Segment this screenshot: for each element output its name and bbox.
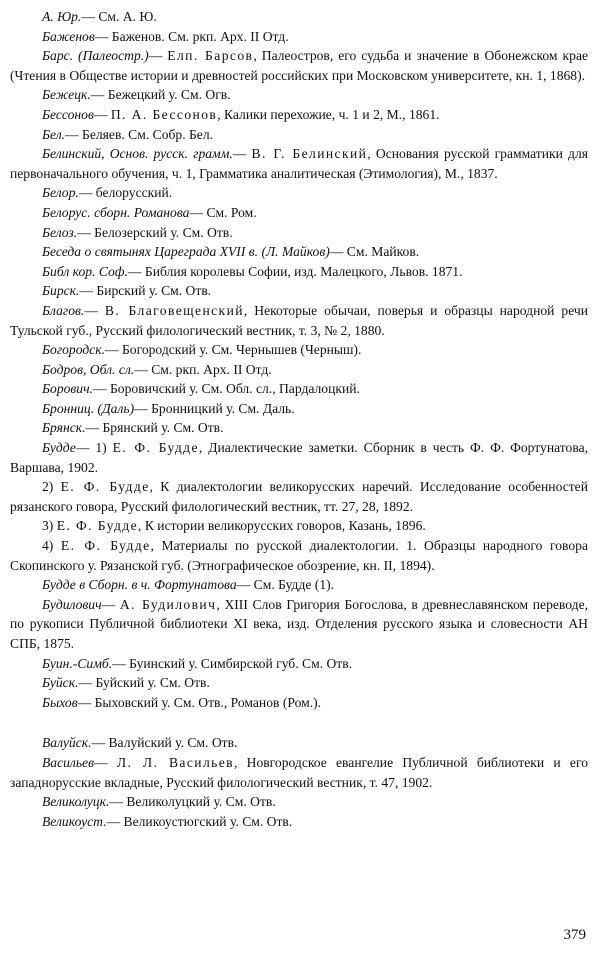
abbreviation-term: Бессонов <box>42 106 94 122</box>
abbreviation-definition: — Буинский у. Симбирской губ. См. Отв. <box>112 655 353 671</box>
abbreviation-entry <box>10 125 588 145</box>
abbreviation-term: Бирск. <box>42 283 80 299</box>
page-number: 379 <box>563 927 586 943</box>
author-name: Е. Ф. Будде <box>60 479 150 495</box>
abbreviation-entry <box>10 203 588 223</box>
abbreviation-definition: — См. Ром. <box>189 204 257 220</box>
abbreviation-entry <box>10 536 588 575</box>
author-name: Л. Л. Васильев <box>116 754 234 770</box>
abbreviation-term: Белинский, Основ. русск. грамм. <box>42 146 233 162</box>
abbreviation-entry <box>10 144 588 183</box>
abbreviation-term: Благов. <box>42 302 85 318</box>
abbreviation-list-v <box>10 733 588 831</box>
abbreviation-term: Богородск. <box>42 342 105 358</box>
abbreviation-definition: — Бронницкий у. См. Даль. <box>134 400 295 416</box>
author-name: Е. Ф. Будде <box>112 440 199 456</box>
abbreviation-entry <box>10 85 588 105</box>
abbreviation-term: Библ кор. Соф. <box>42 263 128 279</box>
abbreviation-definition: — Л. Л. Васильев, Новгородское евангелие Публичной библиотеки и его западнорусские вкладные, Русский филологический вестник, т. 47, 1902. <box>10 754 588 790</box>
abbreviation-term: Будде в Сборн. в ч. Фортунатова <box>42 577 237 593</box>
abbreviation-entry <box>10 516 588 536</box>
abbreviation-entry <box>10 46 588 85</box>
abbreviation-definition: 3) Е. Ф. Будде, К истории великорусских говоров, Казань, 1896. <box>42 518 426 534</box>
abbreviation-definition: — белорусский. <box>78 185 173 201</box>
abbreviation-term: Буйск. <box>42 675 79 691</box>
abbreviation-term: Будилович <box>42 596 102 612</box>
abbreviation-term: Белоз. <box>42 224 78 240</box>
abbreviation-entry <box>10 301 588 340</box>
abbreviation-term: Брянск. <box>42 420 86 436</box>
abbreviation-definition: — Великоустюгский у. См. Отв. <box>106 813 293 829</box>
abbreviation-definition: — В. Благовещенский, Некоторые обычаи, поверья и образцы народной речи Тульской губ., Русский филологический вестник, т. 3, № 2, 1880. <box>10 302 588 338</box>
abbreviation-definition: — См. Будде (1). <box>236 577 335 593</box>
abbreviation-definition: — Бирский у. См. Отв. <box>79 283 212 299</box>
abbreviation-term: Великолуцк. <box>42 794 110 810</box>
abbreviation-list-b <box>10 7 588 712</box>
abbreviation-entry <box>10 673 588 693</box>
abbreviation-term: А. Юр. <box>42 9 82 24</box>
abbreviation-definition: — 1) Е. Ф. Будде, Диалектические заметки. Сборник в честь Ф. Ф. Фортунатова, Варшава, 1902. <box>10 440 589 475</box>
abbreviation-entry <box>10 438 588 477</box>
abbreviation-entry <box>10 595 588 654</box>
section-gap <box>10 712 588 733</box>
abbreviation-definition: — П. А. Бессонов, Калики перехожие, ч. 1 и 2, М., 1861. <box>93 106 440 122</box>
abbreviation-definition: — См. ркп. Арх. II Отд. <box>134 361 272 377</box>
author-name: Елп. Барсов <box>167 48 254 64</box>
abbreviation-entry <box>10 223 588 243</box>
abbreviation-definition: — См. Майков. <box>329 244 420 260</box>
abbreviation-definition: — Баженов. См. ркп. Арх. II Отд. <box>94 28 289 44</box>
abbreviation-entry <box>10 477 588 516</box>
author-name: П. А. Бессонов <box>110 106 218 122</box>
abbreviation-term: Бронниц. (Даль) <box>42 400 135 416</box>
abbreviation-entry <box>10 360 588 380</box>
abbreviation-entry <box>10 654 588 674</box>
abbreviation-entry <box>10 105 588 125</box>
abbreviation-definition: — В. Г. Белинский, Основания русской грамматики для первоначального обучения, ч. 1, Грамматика аналитическая (Этимология), М., 1837. <box>10 146 588 181</box>
abbreviation-definition: — Брянский у. См. Отв. <box>85 420 224 436</box>
abbreviation-term: Буин.-Симб. <box>42 655 113 671</box>
abbreviation-definition: — Быховский у. См. Отв., Романов (Ром.). <box>77 694 322 710</box>
abbreviation-term: Бодров, Обл. сл. <box>42 361 135 377</box>
abbreviation-term: Борович. <box>42 381 93 397</box>
abbreviation-definition: — Богородский у. См. Чернышев (Черныш). <box>105 342 362 358</box>
abbreviation-term: Васильев <box>42 754 94 770</box>
abbreviation-entry <box>10 242 588 262</box>
abbreviation-entry <box>10 183 588 203</box>
abbreviation-definition: — Буйский у. См. Отв. <box>78 675 210 691</box>
abbreviation-term: Беседа о святынях Цареграда XVII в. (Л. Майков) <box>42 244 330 260</box>
abbreviation-entry <box>10 281 588 301</box>
abbreviation-entry <box>10 418 588 438</box>
abbreviation-entry <box>10 27 588 47</box>
abbreviation-entry <box>10 7 588 27</box>
abbreviation-entry <box>10 262 588 282</box>
abbreviation-entry <box>10 753 588 792</box>
abbreviation-term: Баженов <box>42 28 95 44</box>
abbreviation-definition: — Белозерский у. См. Отв. <box>77 224 233 240</box>
author-name: Е. Ф. Будде <box>56 518 139 534</box>
abbreviation-entry <box>10 812 588 832</box>
abbreviation-term: Белорус. сборн. Романова <box>42 204 190 220</box>
abbreviation-definition: — См. А. Ю. <box>81 9 157 24</box>
author-name: В. Г. Белинский <box>251 146 368 162</box>
abbreviation-term: Быхов <box>42 694 78 710</box>
abbreviation-term: Великоуст. <box>42 813 107 829</box>
abbreviation-definition: — Бежецкий у. См. Огв. <box>90 87 231 103</box>
abbreviation-definition: — А. Будилович, XIII Слов Григория Богослова, в древнеславянском переводе, по рукописи Публичной библиотеки XI века, изд. Отделения русского языка и словесности АН СПБ, 1875. <box>10 596 589 651</box>
abbreviation-term: Белор. <box>42 185 79 201</box>
abbreviation-definition: — Беляев. См. Собр. Бел. <box>65 126 214 142</box>
abbreviation-term: Бежецк. <box>42 87 91 103</box>
abbreviation-definition: — Елп. Барсов, Палеостров, его судьба и значение в Обонежском крае (Чтения в Обществе истории и древностей российских при Московском университете, кн. 1, 1868). <box>10 48 589 83</box>
abbreviation-entry <box>10 792 588 812</box>
abbreviation-term: Барс. (Палеостр.) <box>42 48 149 64</box>
abbreviation-entry <box>10 693 588 713</box>
abbreviation-entry <box>10 340 588 360</box>
abbreviation-term: Бел. <box>42 126 66 142</box>
abbreviation-entry <box>10 399 588 419</box>
abbreviation-definition: — Валуйский у. См. Отв. <box>91 735 238 751</box>
abbreviation-entry <box>10 733 588 753</box>
author-name: А. Будилович <box>119 596 217 612</box>
abbreviation-definition: 2) Е. Ф. Будде, К диалектологии великорусских наречий. Исследование особенностей рязанского говора, Русский филологический вестник, тт. 27, 28, 1892. <box>10 479 588 514</box>
abbreviation-definition: — Библия королевы Софии, изд. Малецкого, Львов. 1871. <box>127 263 463 279</box>
author-name: В. Благовещенский <box>104 302 244 318</box>
abbreviation-definition: — Боровичский у. См. Обл. сл., Пардалоцкий. <box>93 381 360 397</box>
abbreviation-term: Будде <box>42 440 76 456</box>
abbreviation-entry <box>10 575 588 595</box>
author-name: Е. Ф. Будде <box>60 538 151 554</box>
abbreviation-definition: — Великолуцкий у. См. Отв. <box>109 794 276 810</box>
abbreviation-term: Валуйск. <box>42 735 92 751</box>
abbreviation-entry <box>10 379 588 399</box>
abbreviation-definition: 4) Е. Ф. Будде, Материалы по русской диалектологии. 1. Образцы народного говора Скопинского у. Рязанской губ. (Этнографическое обозрение, кн. II, 1894). <box>10 538 588 573</box>
